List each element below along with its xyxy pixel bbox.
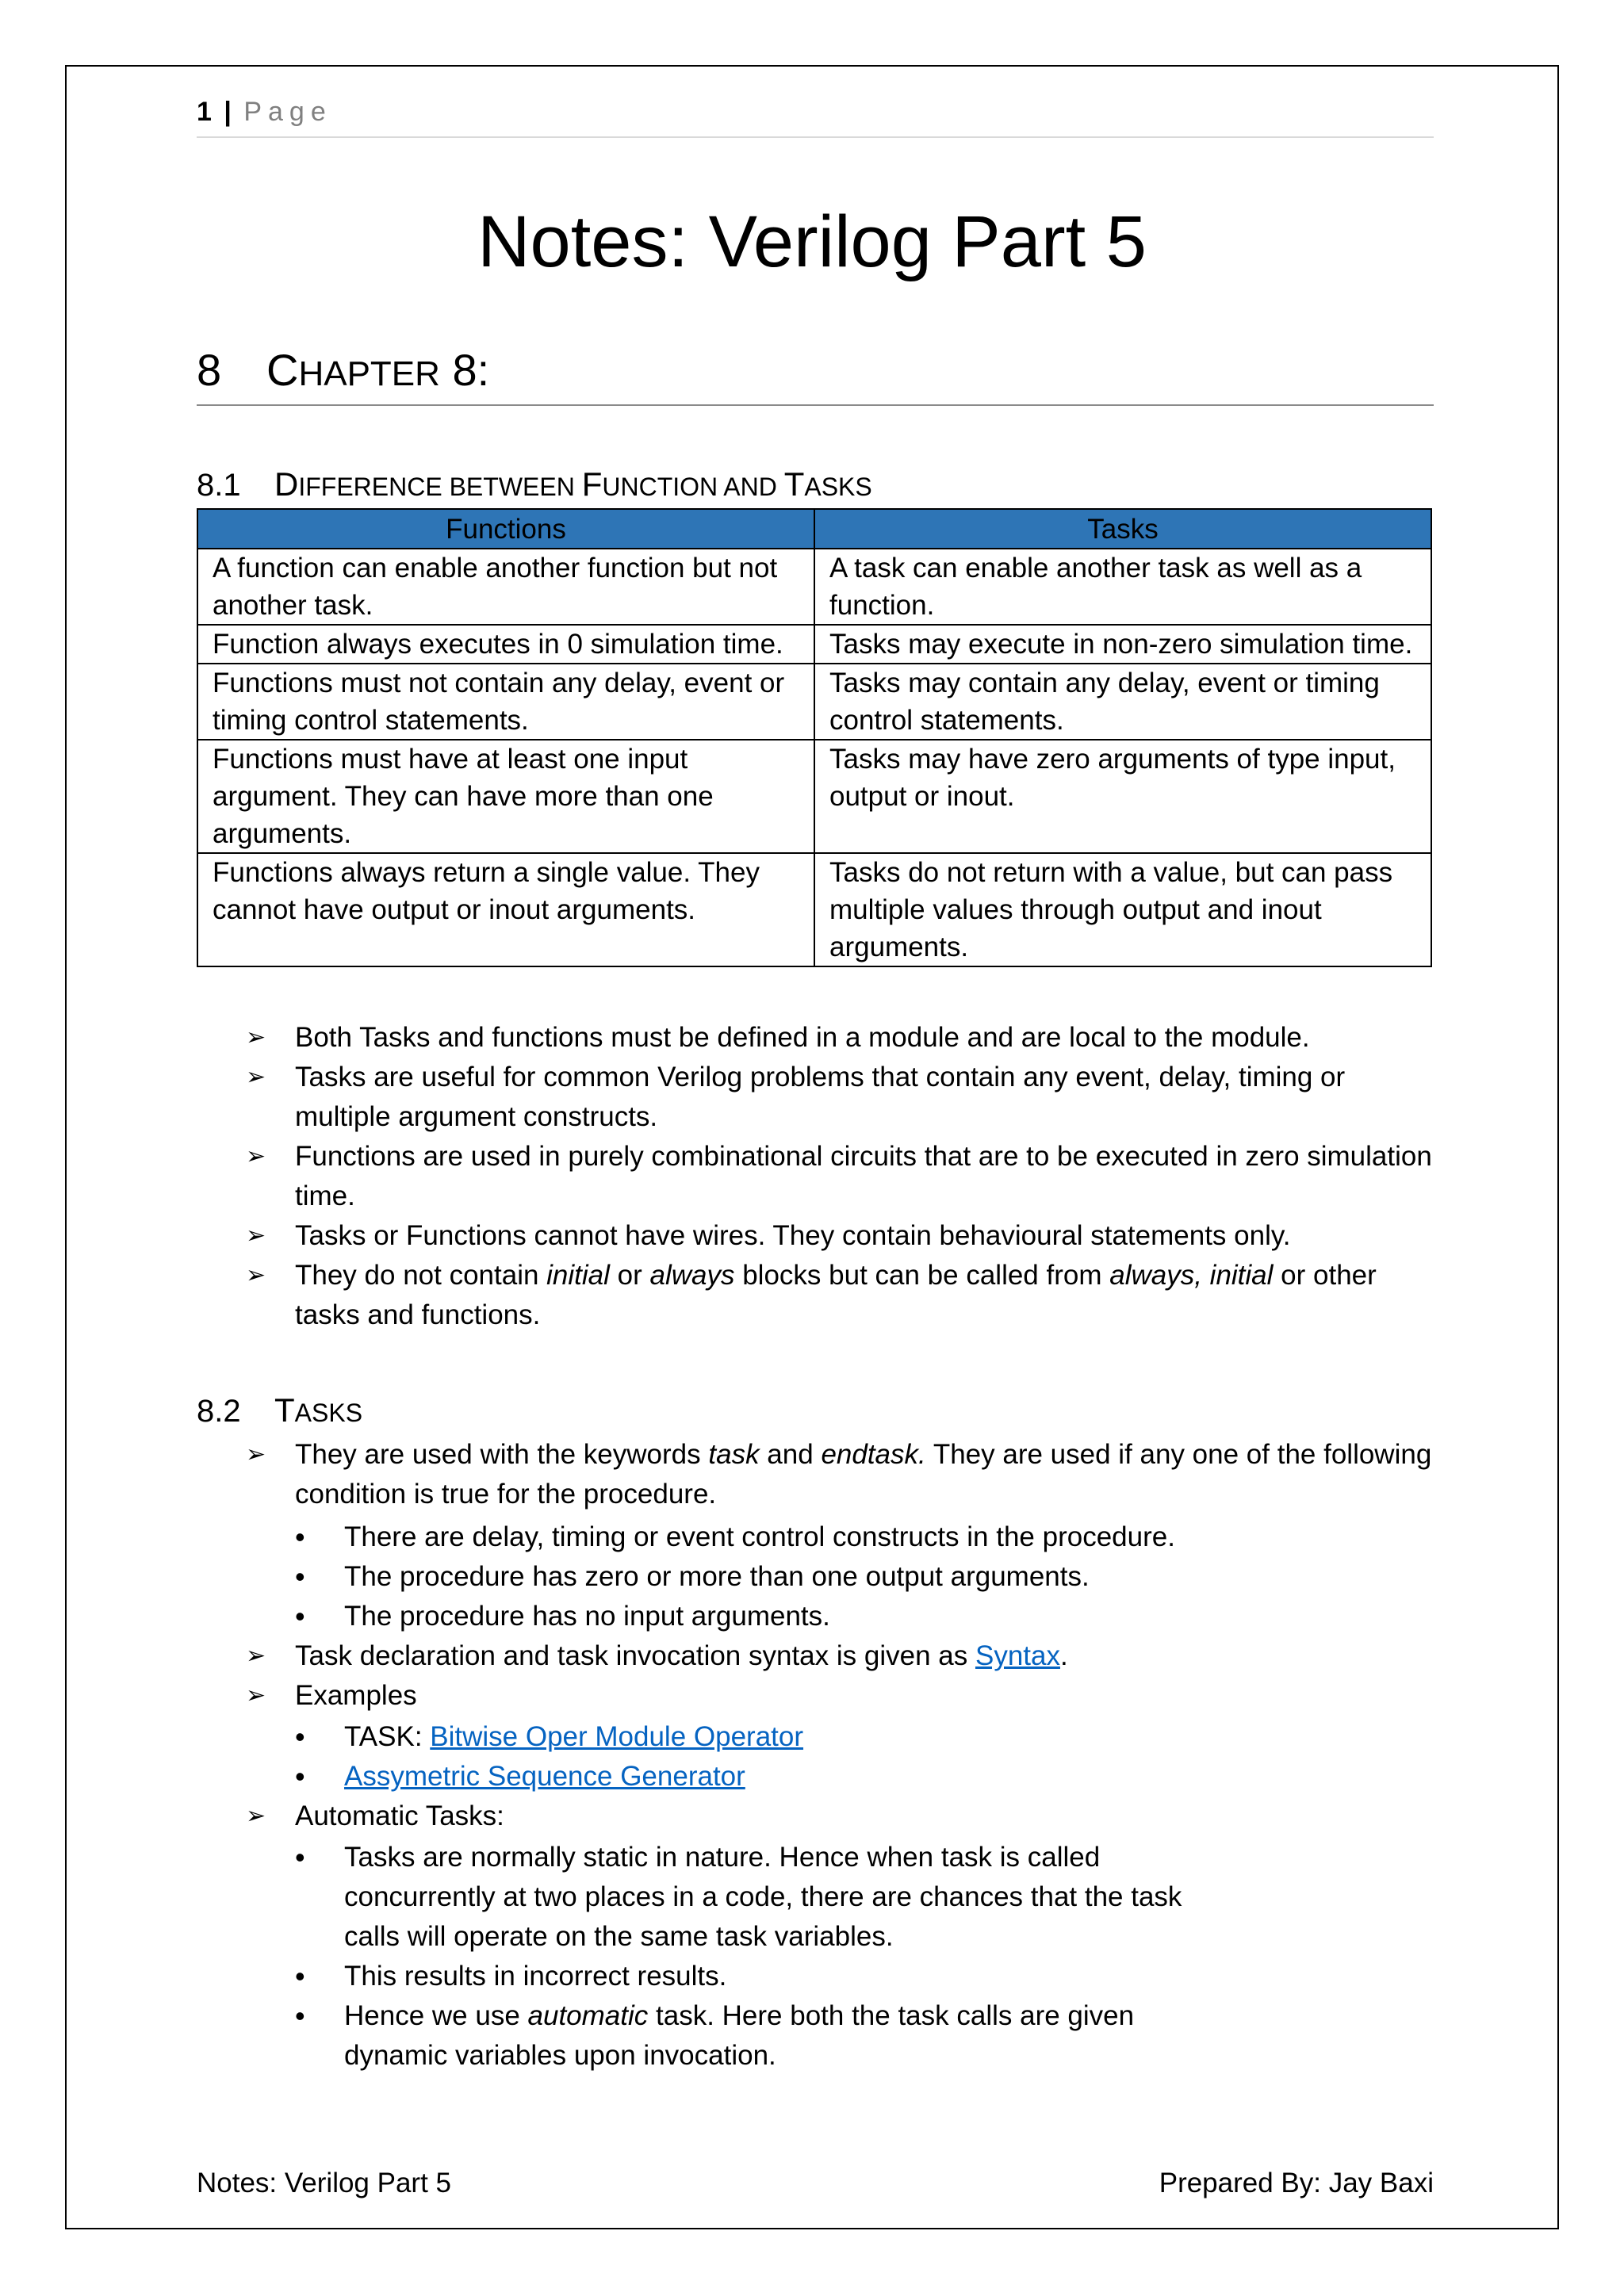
text-run: task. Here both the task calls are given dynamic variables upon invocation. bbox=[344, 2000, 1135, 2071]
footer-right: Prepared By: Jay Baxi bbox=[1159, 2168, 1434, 2198]
list-item bbox=[246, 1137, 1435, 1216]
bullet-dot-icon: • bbox=[295, 1560, 305, 1593]
list-item bbox=[246, 1435, 1435, 1636]
list-item bbox=[246, 1216, 1435, 1256]
text-run: They are used if any one of the following condition is true for the procedure. bbox=[295, 1439, 1432, 1510]
table-row bbox=[197, 740, 1431, 853]
list-item bbox=[295, 1996, 1183, 2076]
text-run: Task declaration and task invocation syntax is given as bbox=[295, 1640, 975, 1671]
page-footer bbox=[197, 2164, 1434, 2202]
list-item-text: Tasks are useful for common Verilog problems that contain any event, delay, timing or multiple argument constructs. bbox=[295, 1062, 1346, 1132]
bullet-dot-icon: • bbox=[295, 1600, 305, 1632]
list-item-text: Both Tasks and functions must be defined in a module and are local to the module. bbox=[295, 1022, 1310, 1053]
arrow-bullet-icon: ➢ bbox=[246, 1802, 266, 1830]
column-header-functions: Functions bbox=[197, 509, 814, 549]
footer-left: Notes: Verilog Part 5 bbox=[197, 2168, 451, 2198]
page-label: Page bbox=[243, 97, 332, 127]
table-header-row bbox=[197, 509, 1431, 549]
section-title-part: F bbox=[581, 465, 603, 503]
keyword-always: always bbox=[649, 1260, 735, 1291]
column-header-tasks: Tasks bbox=[814, 509, 1431, 549]
text-run: They do not contain bbox=[295, 1260, 547, 1291]
list-item-text: The procedure has zero or more than one output arguments. bbox=[344, 1561, 1090, 1592]
text-run: or bbox=[609, 1260, 650, 1291]
list-item bbox=[295, 1757, 1183, 1797]
arrow-bullet-icon: ➢ bbox=[246, 1642, 266, 1670]
list-item-text: Functions are used in purely combinational circuits that are to be executed in zero simulation time. bbox=[295, 1141, 1432, 1211]
table-row bbox=[197, 549, 1431, 625]
document-title: Notes: Verilog Part 5 bbox=[477, 201, 1147, 282]
section-title-part: ASKS bbox=[804, 473, 872, 501]
section-title-part: T bbox=[274, 1391, 295, 1429]
list-item bbox=[295, 1597, 1183, 1636]
table-cell: Function always executes in 0 simulation time. bbox=[197, 625, 814, 664]
comparison-table bbox=[197, 508, 1432, 967]
list-item bbox=[295, 1838, 1183, 1957]
text-run: or other tasks and functions. bbox=[295, 1260, 1377, 1330]
page-header bbox=[197, 97, 1434, 138]
table-row bbox=[197, 853, 1431, 966]
list-item bbox=[246, 1018, 1435, 1058]
list-item-text: Tasks or Functions cannot have wires. They contain behavioural statements only. bbox=[295, 1220, 1291, 1251]
bullet-dot-icon: • bbox=[295, 1720, 305, 1753]
table-row bbox=[197, 625, 1431, 664]
page-separator: | bbox=[224, 97, 232, 127]
table-cell: A task can enable another task as well as a function. bbox=[814, 549, 1431, 625]
table-cell: Tasks may execute in non-zero simulation time. bbox=[814, 625, 1431, 664]
notes-list bbox=[246, 1018, 1435, 1335]
bullet-dot-icon: • bbox=[295, 1841, 305, 1873]
section-title-part: ASKS bbox=[294, 1399, 363, 1427]
section-title-part: D bbox=[274, 465, 299, 503]
arrow-bullet-icon: ➢ bbox=[246, 1024, 266, 1051]
list-item-text: This results in incorrect results. bbox=[344, 1961, 727, 1992]
table-row bbox=[197, 664, 1431, 740]
chapter-title-rest: HAPTER bbox=[298, 354, 440, 393]
table-cell: Tasks may contain any delay, event or timing control statements. bbox=[814, 664, 1431, 740]
list-item bbox=[246, 1797, 1435, 2076]
section-title-part: T bbox=[783, 465, 805, 503]
list-item bbox=[246, 1256, 1435, 1335]
text-run: They are used with the keywords bbox=[295, 1439, 709, 1470]
chapter-title-initial: C bbox=[266, 345, 299, 395]
bullet-dot-icon: • bbox=[295, 1521, 305, 1553]
page-number: 1 bbox=[197, 97, 212, 127]
keyword-initial: initial bbox=[546, 1260, 610, 1291]
list-item bbox=[295, 1557, 1183, 1597]
arrow-bullet-icon: ➢ bbox=[246, 1261, 266, 1289]
bullet-dot-icon: • bbox=[295, 1760, 305, 1793]
list-item bbox=[295, 1957, 1183, 1996]
list-item bbox=[246, 1058, 1435, 1137]
keyword-automatic: automatic bbox=[527, 2000, 649, 2031]
section-title-part: UNCTION AND bbox=[602, 473, 784, 501]
arrow-bullet-icon: ➢ bbox=[246, 1682, 266, 1709]
section-title-part: IFFERENCE BETWEEN bbox=[298, 473, 582, 501]
examples-label: Examples bbox=[295, 1680, 417, 1711]
keyword-task: task bbox=[708, 1439, 760, 1470]
section-heading-8-2 bbox=[197, 1389, 362, 1434]
keyword-endtask: endtask. bbox=[821, 1439, 926, 1470]
assymetric-sequence-link[interactable]: Assymetric Sequence Generator bbox=[344, 1761, 745, 1792]
arrow-bullet-icon: ➢ bbox=[246, 1063, 266, 1091]
text-run: Hence we use bbox=[344, 2000, 528, 2031]
list-item bbox=[295, 1517, 1183, 1557]
list-item-text: Tasks are normally static in nature. Hence when task is called concurrently at two places in a code, there are chances that the task calls will operate on the same task variables. bbox=[344, 1842, 1182, 1952]
section-number: 8.2 bbox=[197, 1394, 241, 1429]
table-cell: Functions must not contain any delay, event or timing control statements. bbox=[197, 664, 814, 740]
tasks-list bbox=[246, 1435, 1435, 2076]
text-run: blocks but can be called from bbox=[734, 1260, 1110, 1291]
bitwise-oper-link[interactable]: Bitwise Oper Module Operator bbox=[430, 1721, 804, 1752]
bullet-dot-icon: • bbox=[295, 1960, 305, 1992]
arrow-bullet-icon: ➢ bbox=[246, 1142, 266, 1170]
arrow-bullet-icon: ➢ bbox=[246, 1441, 266, 1468]
table-cell: Tasks do not return with a value, but can pass multiple values through output and inout arguments. bbox=[814, 853, 1431, 966]
chapter-title-end: 8: bbox=[452, 345, 490, 395]
table-cell: A function can enable another function but not another task. bbox=[197, 549, 814, 625]
table-cell: Functions must have at least one input argument. They can have more than one arguments. bbox=[197, 740, 814, 853]
arrow-bullet-icon: ➢ bbox=[246, 1222, 266, 1249]
section-number: 8.1 bbox=[197, 468, 241, 503]
table-cell: Functions always return a single value. They cannot have output or inout arguments. bbox=[197, 853, 814, 966]
automatic-list bbox=[295, 1838, 1183, 2076]
syntax-link[interactable]: Syntax bbox=[975, 1640, 1060, 1671]
list-item bbox=[295, 1717, 1183, 1757]
examples-list bbox=[295, 1717, 1183, 1797]
list-item bbox=[246, 1676, 1435, 1797]
text-run: . bbox=[1059, 1640, 1068, 1671]
text-run: and bbox=[759, 1439, 822, 1470]
list-item bbox=[246, 1636, 1435, 1676]
table-cell: Tasks may have zero arguments of type input, output or inout. bbox=[814, 740, 1431, 853]
chapter-number: 8 bbox=[197, 345, 222, 395]
list-item-text: The procedure has no input arguments. bbox=[344, 1601, 830, 1632]
keyword-always-initial: always, initial bbox=[1109, 1260, 1274, 1291]
automatic-tasks-label: Automatic Tasks: bbox=[295, 1800, 504, 1831]
chapter-heading bbox=[197, 342, 1434, 406]
list-item-text: There are delay, timing or event control constructs in the procedure. bbox=[344, 1521, 1175, 1552]
bullet-dot-icon: • bbox=[295, 1999, 305, 2032]
conditions-list bbox=[295, 1517, 1183, 1636]
text-run: TASK: bbox=[344, 1721, 431, 1752]
section-heading-8-1 bbox=[197, 463, 872, 508]
